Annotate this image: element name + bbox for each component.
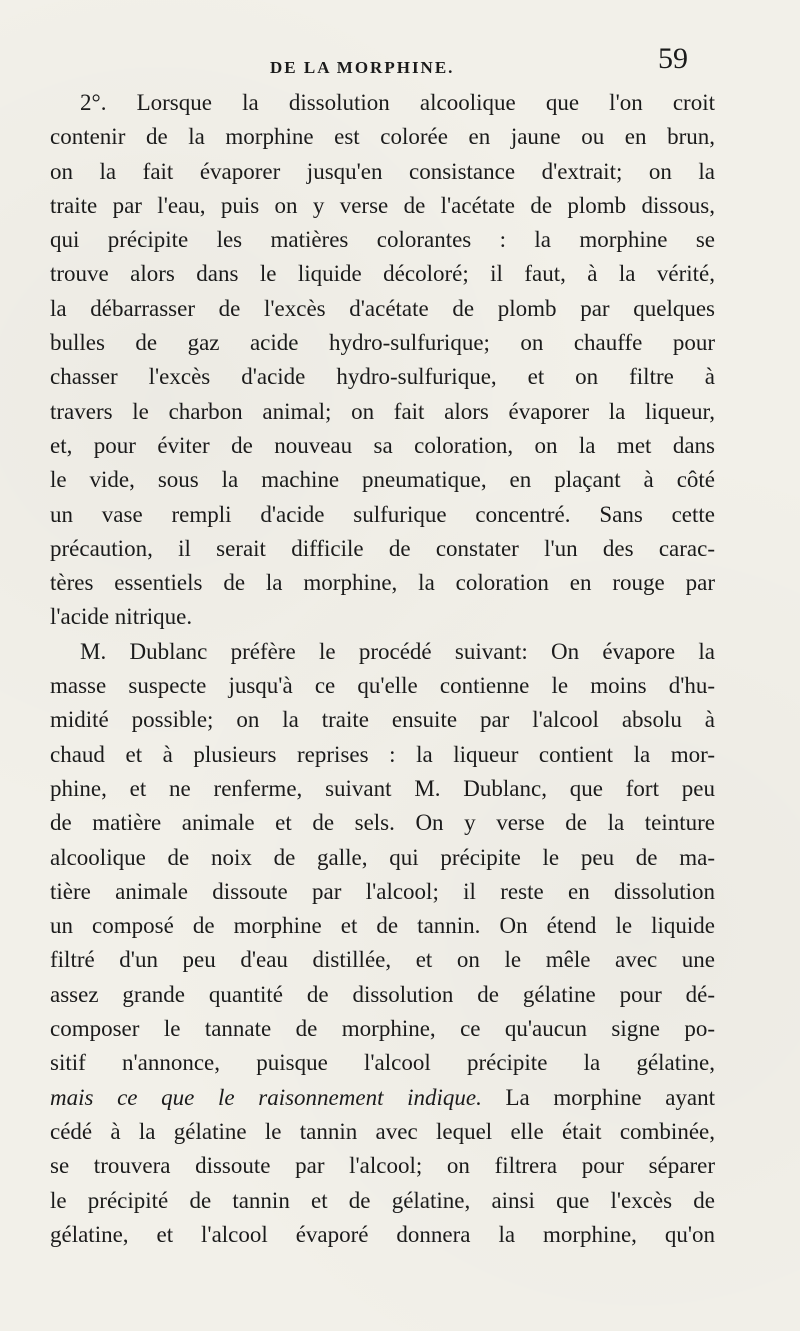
text-line: le vide, sous la machine pneumatique, en plaçant à côté [50, 467, 715, 493]
text-line: gélatine, et l'alcool évaporé donnera la morphine, qu'on [50, 1221, 715, 1247]
paragraph-2 [50, 635, 715, 1252]
text-line: masse suspecte jusqu'à ce qu'elle contienne le moins d'hu- [50, 673, 715, 699]
text-line: précaution, il serait difficile de constater l'un des carac- [50, 535, 715, 561]
text-line: contenir de la morphine est colorée en jaune ou en brun, [50, 124, 715, 150]
text-line: trouve alors dans le liquide décoloré; il faut, à la vérité, [50, 261, 715, 287]
text-line: midité possible; on la traite ensuite par l'alcool absolu à [50, 707, 715, 733]
text-line: l'acide nitrique. [50, 604, 193, 630]
running-head: DE LA MORPHINE. [270, 58, 455, 77]
text-line-mixed [50, 1081, 715, 1115]
text-line: travers le charbon animal; on fait alors évaporer la liqueur, [50, 398, 715, 424]
text-line: chaud et à plusieurs reprises : la liqueur contient la mor- [50, 741, 715, 767]
text-line: un composé de morphine et de tannin. On étend le liquide [50, 913, 715, 939]
text-line: et, pour éviter de nouveau sa coloration, on la met dans [50, 432, 715, 458]
text-line: tères essentiels de la morphine, la coloration en rouge par [50, 570, 715, 596]
text-line: M. Dublanc préfère le procédé suivant: On évapore la [80, 638, 715, 664]
text-line: phine, et ne renferme, suivant M. Dublanc, que fort peu [50, 775, 715, 801]
body-text [50, 86, 715, 1252]
text-line: on la fait évaporer jusqu'en consistance d'extrait; on la [50, 158, 715, 184]
text-line: la débarrasser de l'excès d'acétate de plomb par quelques [50, 295, 715, 321]
text-line: cédé à la gélatine le tannin avec lequel elle était combinée, [50, 1118, 715, 1144]
text-line: bulles de gaz acide hydro-sulfurique; on chauffe pour [50, 330, 715, 356]
text-line: alcoolique de noix de galle, qui précipite le peu de ma- [50, 844, 715, 870]
text-line: de matière animale et de sels. On y verse de la teinture [50, 810, 715, 836]
text-line: 2°. Lorsque la dissolution alcoolique que l'on croit [80, 90, 715, 115]
paragraph-1 [50, 86, 715, 635]
text-line: chasser l'excès d'acide hydro-sulfurique, et on filtre à [50, 364, 715, 390]
page-number: 59 [658, 42, 688, 75]
text-line: se trouvera dissoute par l'alcool; on filtrera pour séparer [50, 1153, 715, 1179]
text-span: La morphine ayant [481, 1084, 715, 1110]
text-line: traite par l'eau, puis on y verse de l'acétate de plomb dissous, [50, 192, 715, 218]
text-line: sitif n'annonce, puisque l'alcool précipite la gélatine, [50, 1050, 715, 1076]
text-line: assez grande quantité de dissolution de gélatine pour dé- [50, 981, 715, 1007]
text-line: filtré d'un peu d'eau distillée, et on le mêle avec une [50, 947, 715, 973]
text-line: le précipité de tannin et de gélatine, ainsi que l'excès de [50, 1187, 715, 1213]
text-line: composer le tannate de morphine, ce qu'aucun signe po- [50, 1016, 715, 1042]
text-line: tière animale dissoute par l'alcool; il reste en dissolution [50, 878, 715, 904]
text-line: un vase rempli d'acide sulfurique concentré. Sans cette [50, 501, 715, 527]
text-line: qui précipite les matières colorantes : la morphine se [50, 227, 715, 253]
italic-phrase: mais ce que le raisonnement indique. [50, 1084, 482, 1110]
